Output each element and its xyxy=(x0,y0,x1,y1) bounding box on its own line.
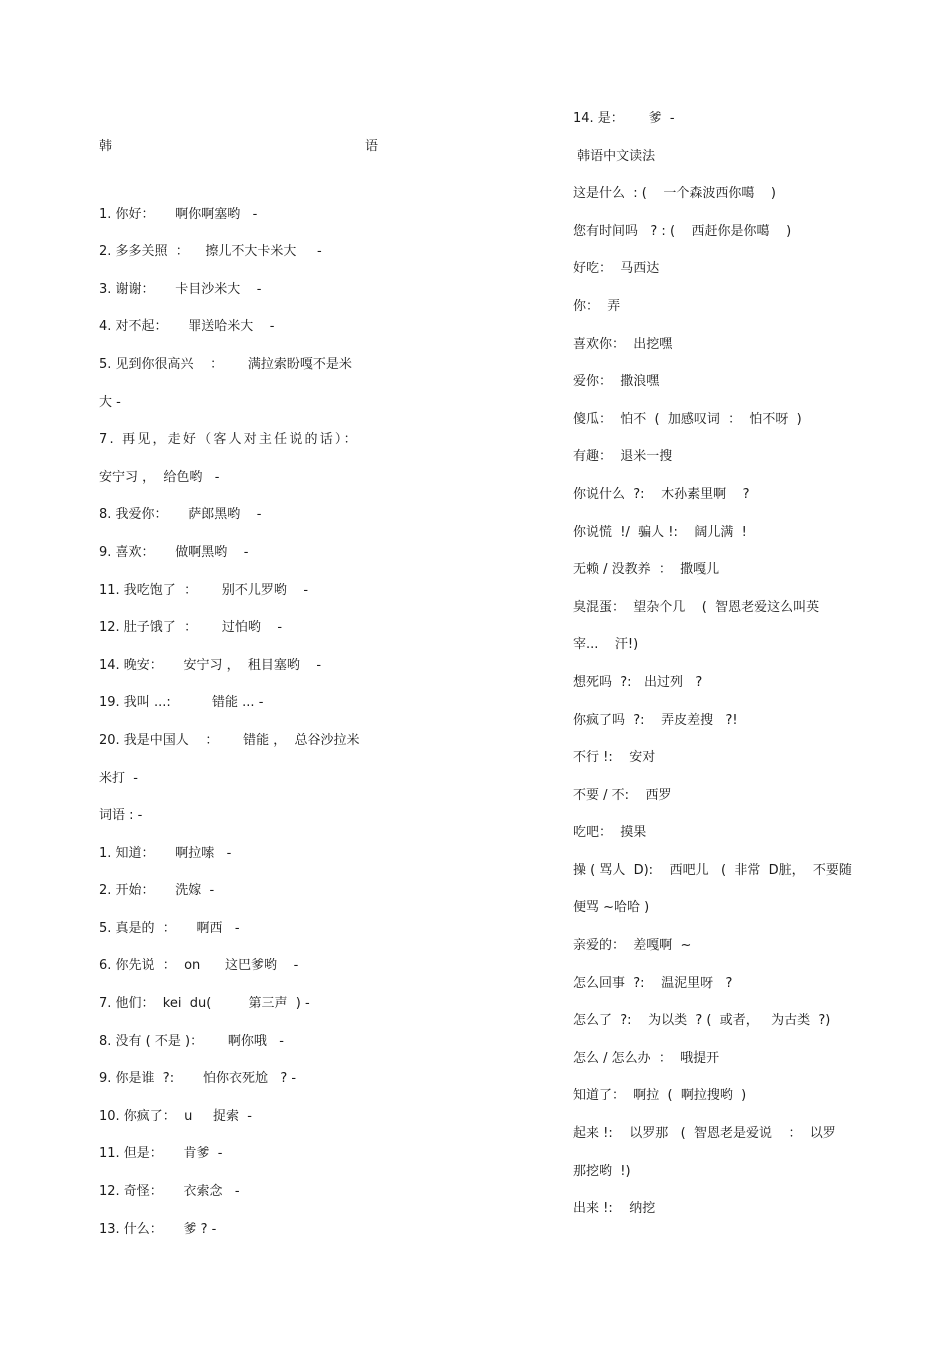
phrase-line: 大 - xyxy=(99,394,121,410)
phrase-line: 你说慌 !/ 骗人 !: 阔儿满 ! xyxy=(573,524,747,540)
phrase-line: 8. 我爱你： 萨郎黑哟 - xyxy=(99,507,262,523)
title-gap xyxy=(99,166,399,196)
word-line: 7. 他们： kei du( 第三声 ) - xyxy=(99,996,310,1012)
phrase-line: 操 ( 骂人 D): 西吧儿 ( 非常 D脏， 不要随 xyxy=(573,862,852,878)
word-line: 12. 奇怪： 衣索念 - xyxy=(99,1184,240,1200)
word-line: 9. 你是谁 ?: 怕你衣死尬 ? - xyxy=(99,1071,297,1087)
phrase-line: 4. 对不起： 罪送哈米大 - xyxy=(99,319,275,335)
phrase-line: 19. 我叫 ...: 错能 ... - xyxy=(99,695,264,711)
phrase-line: 这是什么 : ( 一个森波西你噶 ) xyxy=(573,186,776,202)
word-line: 1. 知道： 啊拉嗦 - xyxy=(99,845,232,861)
phrase-line: 14. 晚安： 安宁习 ， 租目塞哟 - xyxy=(99,657,322,673)
phrase-line: 3. 谢谢： 卡目沙米大 - xyxy=(99,281,262,297)
phrase-line: 2. 多多关照 ： 擦儿不大卡米大 - xyxy=(99,244,322,260)
phrase-line: 宰... 汗!) xyxy=(573,637,639,653)
phrase-line: 知道了： 啊拉 ( 啊拉搜哟 ) xyxy=(573,1088,747,1104)
phrase-line: 喜欢你： 出挖嘿 xyxy=(573,336,673,352)
phrase-line: 12. 肚子饿了 ： 过怕哟 - xyxy=(99,620,283,636)
phrase-line: 有趣： 退米一搜 xyxy=(573,449,673,465)
right-column xyxy=(573,100,873,1228)
phrase-line: 9. 喜欢： 做啊黑哟 - xyxy=(99,544,249,560)
phrase-line: 怎么了 ?: 为以类 ? ( 或者， 为古类 ?) xyxy=(573,1013,831,1029)
document-title xyxy=(99,128,378,166)
word-line: 5. 真是的 ： 啊西 - xyxy=(99,920,240,936)
phrase-line: 20. 我是中国人 ： 错能 ， 总谷沙拉米 xyxy=(99,732,360,748)
phrase-line: 爱你： 撒浪嘿 xyxy=(573,374,660,390)
phrase-line: 7. 再见，走好（客人对主任说的话）： xyxy=(99,432,359,448)
phrase-line: 你说什么 ?: 木孙素里啊 ? xyxy=(573,486,750,502)
word-line: 13. 什么： 爹 ? - xyxy=(99,1221,217,1237)
phrase-line: 怎么 / 怎么办 ： 哦提开 xyxy=(573,1050,720,1066)
phrase-line: 米打 - xyxy=(99,770,138,786)
phrase-line: 想死吗 ?: 出过列 ? xyxy=(573,674,703,690)
phrase-line: 亲爱的： 差嘎啊 ~ xyxy=(573,938,692,954)
phrase-line: 安宁习 ， 给色哟 - xyxy=(99,469,220,485)
section-heading-words: 词语 : - xyxy=(99,808,143,824)
phrase-line: 吃吧： 摸果 xyxy=(573,825,647,841)
phrase-line: 好吃： 马西达 xyxy=(573,261,660,277)
phrase-line: 不要 / 不: 西罗 xyxy=(573,787,672,803)
phrase-line: 起来 !: 以罗那 ( 智恩老是爱说 ： 以罗 xyxy=(573,1126,836,1142)
phrase-line: 便骂 ~哈哈 ) xyxy=(573,900,650,916)
title-char-left: 韩 xyxy=(99,139,113,154)
phrase-line: 不行 !: 安对 xyxy=(573,750,656,766)
word-line: 6. 你先说 ： on 这巴爹哟 - xyxy=(99,958,299,974)
word-line: 8. 没有 ( 不是 )： 啊你哦 - xyxy=(99,1033,284,1049)
phrase-line: 傻瓜： 怕不 ( 加感叹词 ： 怕不呀 ) xyxy=(573,411,802,427)
phrase-line: 臭混蛋： 望杂个几 ( 智恩老爱这么叫英 xyxy=(573,599,820,615)
left-column xyxy=(99,128,399,1248)
phrase-line: 您有时间吗 ? : ( 西赶你是你噶 ) xyxy=(573,223,792,239)
section-heading-reading: 韩语中文读法 xyxy=(573,148,656,164)
phrase-line: 无赖 / 没教养 ： 撒嘎儿 xyxy=(573,562,720,578)
word-line: 11. 但是： 肯爹 - xyxy=(99,1146,223,1162)
phrase-line: 5. 见到你很高兴 ： 满拉索盼嘎不是米 xyxy=(99,356,352,372)
phrase-line: 怎么回事 ?: 温泥里呀 ? xyxy=(573,975,733,991)
title-char-right: 语 xyxy=(364,139,378,154)
phrase-line: 1. 你好： 啊你啊塞哟 - xyxy=(99,206,258,222)
word-line: 2. 开始： 洗嫁 - xyxy=(99,883,215,899)
phrase-line: 出来 !: 纳挖 xyxy=(573,1201,656,1217)
phrase-line: 那挖哟 !) xyxy=(573,1163,631,1179)
phrase-line: 你： 弄 xyxy=(573,298,621,314)
phrase-line: 你疯了吗 ?: 弄皮差搜 ?! xyxy=(573,712,738,728)
phrase-line: 11. 我吃饱了 ： 别不儿罗哟 - xyxy=(99,582,309,598)
word-line: 10. 你疯了： u 捉索 - xyxy=(99,1108,252,1124)
word-line: 14. 是： 爹 - xyxy=(573,111,675,126)
